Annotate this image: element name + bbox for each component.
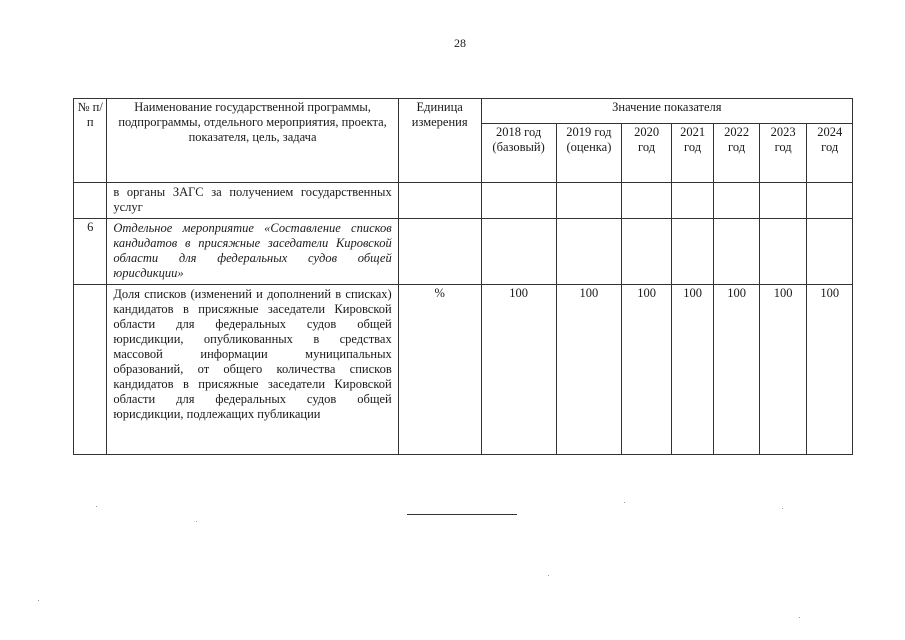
scan-speck (96, 506, 97, 507)
closing-rule (407, 514, 517, 515)
row-value-2020 (622, 183, 672, 219)
header-number: № п/п (74, 99, 107, 183)
row-number: 6 (74, 219, 107, 285)
table-row (74, 285, 853, 455)
header-year-2023: 2023 год (759, 124, 807, 183)
header-year-2019: 2019 год (оценка) (556, 124, 622, 183)
row-value-2021 (671, 183, 713, 219)
row-unit: % (398, 285, 481, 455)
row-name: Отдельное мероприятие «Составление списков кандидатов в присяжные заседатели Кировской области для федеральных судов общей юрисдикции» (107, 219, 398, 285)
header-unit: Единица измерения (398, 99, 481, 183)
scan-speck (782, 508, 783, 509)
row-value-2022 (714, 219, 760, 285)
row-value-2024 (807, 219, 853, 285)
row-value-2021 (671, 219, 713, 285)
row-value-2022 (714, 183, 760, 219)
row-value-2024: 100 (807, 285, 853, 455)
row-value-2018 (481, 219, 556, 285)
row-value-2019 (556, 183, 622, 219)
row-number (74, 285, 107, 455)
row-value-2022: 100 (714, 285, 760, 455)
scan-speck (196, 521, 197, 522)
scan-speck (548, 575, 549, 576)
row-unit (398, 219, 481, 285)
scan-speck (624, 502, 625, 503)
row-name: Доля списков (изменений и дополнений в списках) кандидатов в присяжные заседатели Кировской области для федеральных судов общей юрисдикции, опубликованных в средствах массовой информации муниципальных образований, от общего количества списков кандидатов в присяжные заседатели Кировской области для федеральных судов общей юрисдикции, подлежащих публикации (107, 285, 398, 455)
row-value-2023 (759, 219, 807, 285)
row-value-2019: 100 (556, 285, 622, 455)
row-value-2020: 100 (622, 285, 672, 455)
table-row (74, 219, 853, 285)
row-unit (398, 183, 481, 219)
header-year-2022: 2022 год (714, 124, 760, 183)
table-row (74, 183, 853, 219)
header-year-2020: 2020 год (622, 124, 672, 183)
header-year-2021: 2021 год (671, 124, 713, 183)
row-value-2023 (759, 183, 807, 219)
header-year-2018: 2018 год (базовый) (481, 124, 556, 183)
row-name: в органы ЗАГС за получением государственных услуг (107, 183, 398, 219)
row-value-2019 (556, 219, 622, 285)
header-name: Наименование государственной программы, подпрограммы, отдельного мероприятия, проекта, показателя, цель, задача (107, 99, 398, 183)
scan-speck (799, 617, 800, 618)
row-value-2020 (622, 219, 672, 285)
row-number (74, 183, 107, 219)
row-value-2023: 100 (759, 285, 807, 455)
row-value-2024 (807, 183, 853, 219)
row-value-2021: 100 (671, 285, 713, 455)
scan-speck (38, 600, 39, 601)
row-value-2018 (481, 183, 556, 219)
header-year-2024: 2024 год (807, 124, 853, 183)
row-value-2018: 100 (481, 285, 556, 455)
page-number: 28 (454, 36, 466, 50)
header-values-group: Значение показателя (481, 99, 852, 124)
indicators-table (73, 98, 853, 455)
